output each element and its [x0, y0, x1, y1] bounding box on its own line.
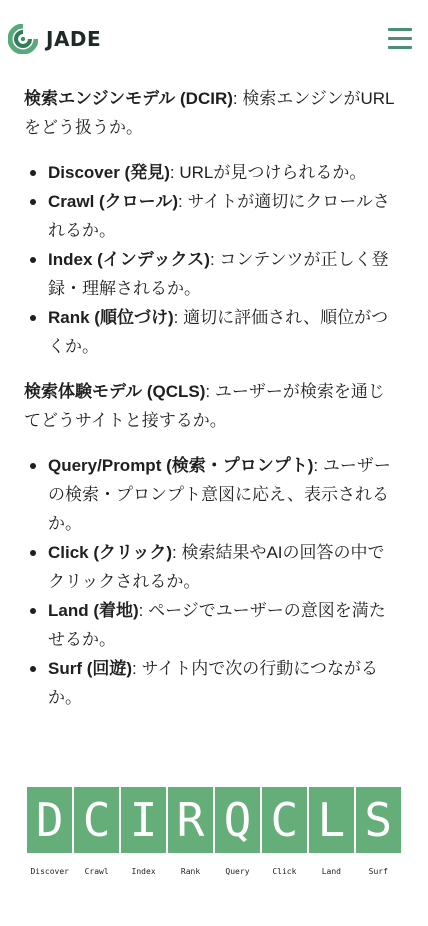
hamburger-menu-icon[interactable] — [388, 27, 412, 49]
list-item — [24, 654, 400, 712]
tile-letter: C — [74, 787, 119, 853]
qcls-list — [24, 451, 400, 712]
tile-letter: C — [262, 787, 307, 853]
list-item — [24, 596, 400, 654]
tile-letter: R — [168, 787, 213, 853]
dcir-desc: : 検索エンジンがURLをどう扱うか。 — [24, 89, 395, 137]
list-item-term: Rank (順位づけ) — [48, 308, 174, 327]
tile-caption: Index — [131, 867, 156, 876]
list-item-desc: : ページでユーザーの意図を満たせるか。 — [48, 601, 386, 649]
tile-caption: Surf — [368, 867, 388, 876]
list-item-term: Query/Prompt (検索・プロンプト) — [48, 456, 314, 475]
list-item-term: Surf (回遊) — [48, 659, 133, 678]
list-item-term: Land (着地) — [48, 601, 139, 620]
list-item-term: Discover (発見) — [48, 163, 170, 182]
list-item — [24, 451, 400, 538]
tile-letter: L — [309, 787, 354, 853]
list-item — [24, 245, 400, 303]
list-item-desc: : サイト内で次の行動につながるか。 — [48, 659, 378, 707]
list-item-desc: : URLが見つけられるか。 — [169, 163, 367, 182]
tile-caption: Land — [321, 867, 341, 876]
list-item-desc: : 検索結果やAIの回答の中でクリックされるか。 — [48, 543, 385, 591]
list-item-desc: : コンテンツが正しく登録・理解されるか。 — [48, 250, 389, 298]
list-item — [24, 538, 400, 596]
dcir-list — [24, 158, 400, 361]
list-item-term: Index (インデックス) — [48, 250, 210, 269]
qcls-title: 検索体験モデル (QCLS) — [24, 382, 206, 401]
logo-text: JADE — [46, 27, 102, 51]
tile-caption: Discover — [30, 867, 69, 876]
site-logo[interactable] — [8, 24, 101, 54]
site-header — [0, 0, 428, 80]
qcls-intro — [24, 377, 400, 435]
main-content — [24, 84, 400, 728]
dcirqcls-tiles — [27, 787, 401, 876]
tile-letter: I — [121, 787, 166, 853]
list-item — [24, 187, 400, 245]
tile-letter: Q — [215, 787, 260, 853]
tile-caption: Crawl — [84, 867, 109, 876]
list-item-desc: : 適切に評価され、順位がつくか。 — [48, 308, 389, 356]
jade-spiral-logo-icon — [8, 24, 38, 54]
list-item-desc: : ユーザーの検索・プロンプト意図に応え、表示されるか。 — [48, 456, 391, 533]
tile-row — [27, 787, 401, 853]
tile-caption: Query — [225, 867, 250, 876]
tile-letter: S — [356, 787, 401, 853]
tile-caption: Click — [272, 867, 297, 876]
list-item-desc: : サイトが適切にクロールされるか。 — [48, 192, 390, 240]
tile-captions — [27, 867, 401, 876]
tile-caption: Rank — [180, 867, 201, 876]
list-item-term: Click (クリック) — [48, 543, 172, 562]
dcir-intro — [24, 84, 400, 142]
dcir-title: 検索エンジンモデル (DCIR) — [24, 89, 233, 108]
qcls-desc: : ユーザーが検索を通じてどうサイトと接するか。 — [24, 382, 385, 430]
list-item — [24, 303, 400, 361]
tile-letter: D — [27, 787, 72, 853]
list-item — [24, 158, 400, 187]
list-item-term: Crawl (クロール) — [48, 192, 178, 211]
